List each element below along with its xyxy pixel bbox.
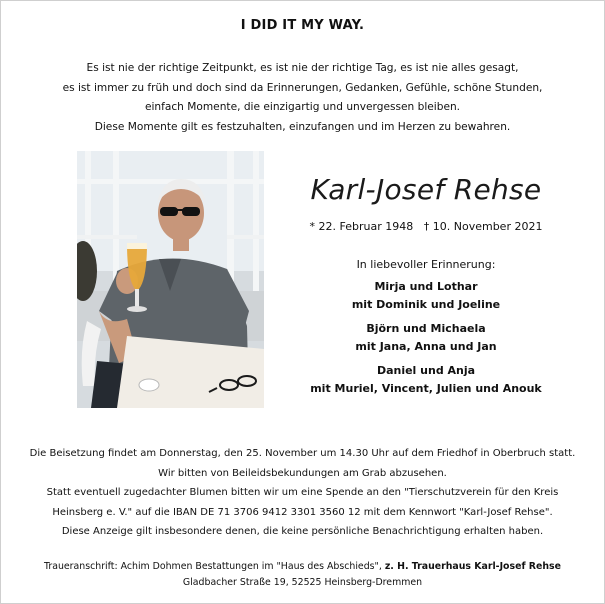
deceased-name: Karl-Josef Rehse xyxy=(310,173,542,206)
notice-line: Statt eventuell zugedachter Blumen bitten wir um eine Spende an den "Tierschutzverein für den Kreis xyxy=(46,487,559,498)
family-children: mit Dominik und Joeline xyxy=(351,298,501,311)
funeral-notice xyxy=(0,444,605,542)
address-line-2: Gladbacher Straße 19, 52525 Heinsberg-Dremmen xyxy=(182,577,423,588)
life-dates xyxy=(296,220,556,233)
address-line-1 xyxy=(0,559,605,575)
notice-line: Wir bitten von Beileidsbekundungen am Grab abzusehen. xyxy=(158,467,447,479)
notice-line: Die Beisetzung findet am Donnerstag, den 25. November um 14.30 Uhr auf dem Friedhof in Oberbruch statt. xyxy=(29,448,576,459)
address-recipient: z. H. Trauerhaus Karl-Josef Rehse xyxy=(384,561,561,572)
family-parents: Daniel und Anja xyxy=(376,364,476,377)
poem-line: es ist immer zu früh und doch sind da Erinnerungen, Gedanken, Gefühle, schöne Stunden, xyxy=(62,81,543,94)
birth-date: * 22. Februar 1948 xyxy=(309,220,414,233)
notice-line: Heinsberg e. V." auf die IBAN DE 71 3706 9412 3301 3560 12 mit dem Kennwort "Karl-Josef Rehse". xyxy=(52,506,553,518)
family-list xyxy=(296,278,556,404)
family-parents: Björn und Michaela xyxy=(366,322,486,335)
death-date: † 10. November 2021 xyxy=(423,220,543,233)
address-prefix: Traueranschrift: Achim Dohmen Bestattungen im "Haus des Abschieds", xyxy=(44,561,385,572)
memory-title: In liebevoller Erinnerung: xyxy=(356,258,496,271)
family-group xyxy=(296,362,556,398)
poem-text xyxy=(0,59,605,137)
family-children: mit Muriel, Vincent, Julien und Anouk xyxy=(310,382,542,395)
family-parents: Mirja und Lothar xyxy=(374,280,478,293)
family-children: mit Jana, Anna und Jan xyxy=(355,340,497,353)
notice-line: Diese Anzeige gilt insbesondere denen, die keine persönliche Benachrichtigung erhalten haben. xyxy=(61,526,544,537)
poem-line: Diese Momente gilt es festzuhalten, einzufangen und im Herzen zu bewahren. xyxy=(94,120,511,133)
poem-line: einfach Momente, die einzigartig und unvergessen bleiben. xyxy=(144,101,461,113)
mourning-address xyxy=(0,559,605,591)
poem-line: Es ist nie der richtige Zeitpunkt, es ist nie der richtige Tag, es ist nie alles gesagt, xyxy=(86,62,519,74)
portrait-photo xyxy=(77,151,264,408)
portrait-illustration xyxy=(77,151,264,408)
family-group xyxy=(296,278,556,314)
headline: I DID IT MY WAY. xyxy=(240,18,365,33)
family-group xyxy=(296,320,556,356)
